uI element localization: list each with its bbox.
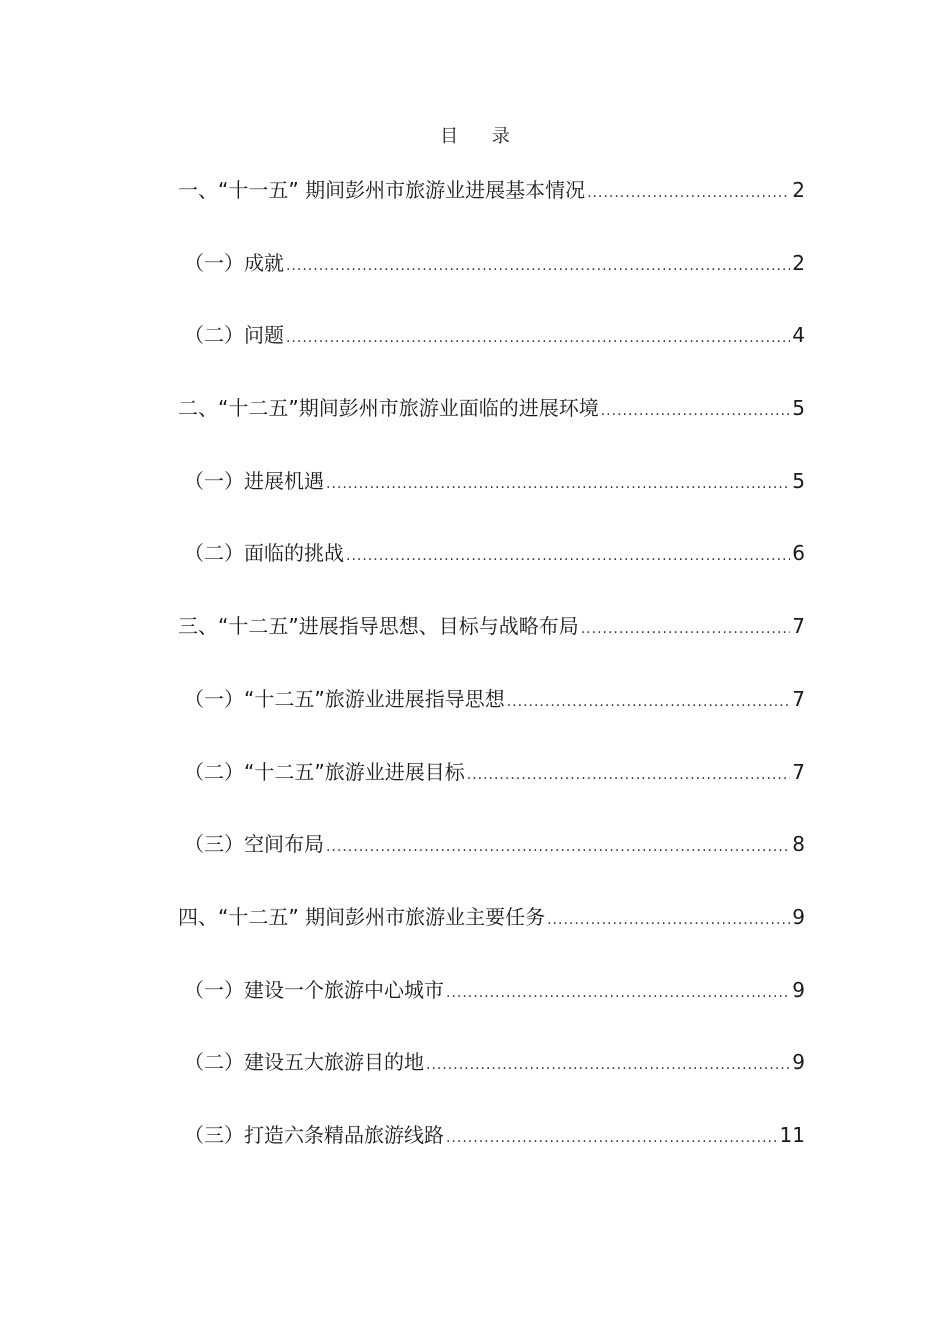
toc-page-number: 7	[792, 686, 805, 711]
toc-entry-title: 三、“十二五”进展指导思想、目标与战略布局	[178, 614, 579, 639]
toc-entry[interactable]	[178, 1117, 805, 1153]
toc-dot-leader	[286, 248, 790, 284]
toc-entry[interactable]	[178, 608, 805, 644]
toc-page-number: 6	[792, 541, 805, 566]
toc-entry-title: （二）面临的挑战	[184, 541, 344, 566]
toc-dot-leader	[587, 175, 790, 211]
toc-page-number: 9	[792, 904, 805, 929]
toc-dot-leader	[601, 393, 791, 429]
toc-page-number: 4	[792, 323, 805, 348]
toc-dot-leader	[446, 1120, 778, 1156]
toc-entry[interactable]	[178, 754, 805, 790]
toc-entry[interactable]	[178, 826, 805, 862]
toc-entry[interactable]	[178, 899, 805, 935]
toc-dot-leader	[426, 1047, 790, 1083]
toc-entry-title: （一）进展机遇	[184, 468, 324, 493]
toc-entry[interactable]	[178, 245, 805, 281]
toc-entry[interactable]	[178, 681, 805, 717]
toc-page-number: 9	[792, 977, 805, 1002]
toc-entry[interactable]	[178, 1044, 805, 1080]
toc-dot-leader	[547, 902, 790, 938]
toc-entry[interactable]	[178, 535, 805, 571]
toc-entry[interactable]	[178, 463, 805, 499]
toc-page-number: 8	[792, 832, 805, 857]
toc-entry-title: 一、“十一五” 期间彭州市旅游业进展基本情况	[178, 178, 586, 202]
toc-page-number: 5	[792, 396, 805, 421]
toc-page-number: 9	[792, 1050, 805, 1075]
toc-page-number: 2	[792, 178, 805, 202]
toc-entry-title: （一）建设一个旅游中心城市	[184, 977, 444, 1002]
toc-entry-title: 四、“十二五” 期间彭州市旅游业主要任务	[178, 904, 546, 929]
toc-dot-leader	[446, 975, 790, 1011]
toc-page-number: 2	[792, 250, 805, 275]
toc-dot-leader	[467, 757, 791, 793]
toc-dot-leader	[326, 829, 790, 865]
toc-entry-title: （二）建设五大旅游目的地	[184, 1050, 424, 1075]
toc-dot-leader	[346, 538, 790, 574]
toc-entry[interactable]	[178, 390, 805, 426]
toc-entry-title: （三）空间布局	[184, 832, 324, 857]
toc-page-number: 7	[792, 614, 805, 639]
toc-entry-title: （一）成就	[184, 250, 284, 275]
toc-dot-leader	[581, 611, 791, 647]
table-of-contents	[178, 172, 805, 1190]
toc-dot-leader	[286, 320, 790, 356]
toc-entry-title: （二）“十二五”旅游业进展目标	[184, 759, 465, 784]
toc-entry[interactable]	[178, 972, 805, 1008]
toc-entry-title: （三）打造六条精品旅游线路	[184, 1122, 444, 1147]
toc-page-number: 11	[779, 1122, 805, 1147]
toc-entry-title: 二、“十二五”期间彭州市旅游业面临的进展环境	[178, 396, 599, 421]
page-title: 目 录	[440, 126, 524, 147]
toc-entry[interactable]	[178, 172, 805, 208]
toc-page-number: 5	[792, 468, 805, 493]
toc-entry-title: （一）“十二五”旅游业进展指导思想	[184, 686, 505, 711]
toc-page-number: 7	[792, 759, 805, 784]
toc-entry-title: （二）问题	[184, 323, 284, 348]
toc-dot-leader	[507, 684, 791, 720]
toc-entry[interactable]	[178, 317, 805, 353]
toc-dot-leader	[326, 466, 790, 502]
